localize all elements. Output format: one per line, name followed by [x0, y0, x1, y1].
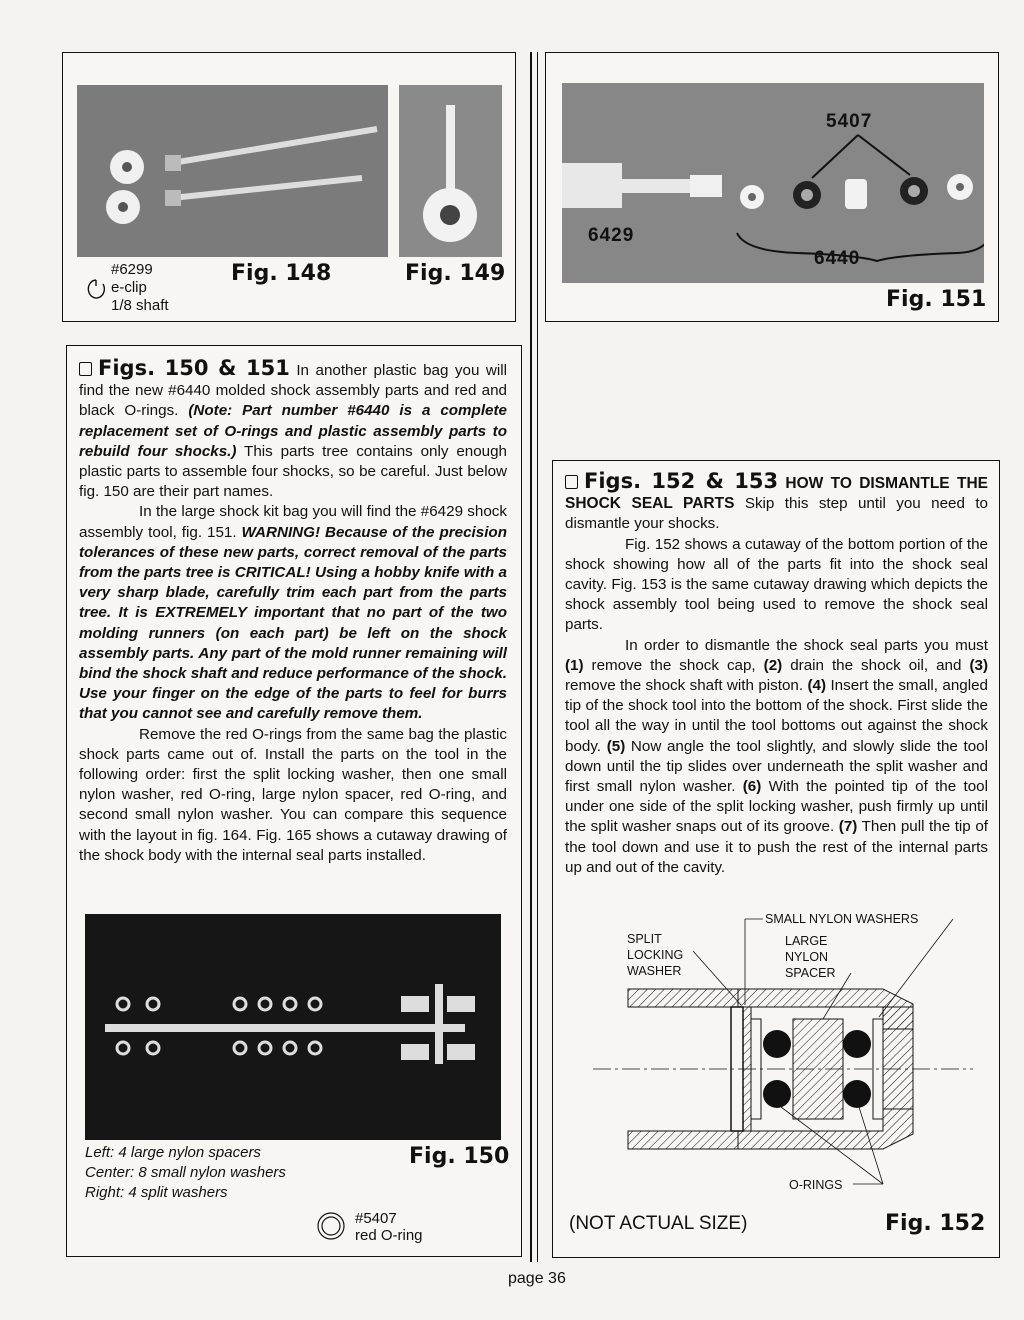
section-150-paragraph-1 — [79, 358, 507, 502]
shock-shaft-upright-illustration — [399, 85, 502, 257]
section-150-p1-tail: This parts tree contains only enough plastic parts to assemble four shocks, so be careful. Just below fig. 150 are their part names. — [79, 442, 507, 501]
section-150-151-box — [66, 345, 522, 1257]
parts-tree-illustration — [85, 914, 501, 1140]
fig149-photo — [399, 85, 502, 257]
shock-assembly-tool-illustration — [562, 83, 984, 283]
fig148-part-number: #6299 — [111, 261, 153, 278]
step-5-text: Now angle the tool slightly, and slowly slide the tool down until the tip slides over underneath the split washer and first small nylon washer. — [565, 737, 988, 796]
column-divider — [530, 52, 532, 1262]
step-6-marker: (6) — [742, 778, 762, 796]
section-152-paragraph-1 — [565, 471, 988, 535]
label-split-line1: SPLIT — [627, 932, 662, 946]
fig148-part-line1: e-clip — [111, 279, 147, 296]
fig148-149-box — [62, 52, 516, 322]
section-152-text — [565, 471, 988, 878]
fig151-label: Fig. 151 — [886, 287, 987, 312]
label-split-line2: LOCKING — [627, 948, 684, 962]
label-small-nylon-washers: SMALL NYLON WASHERS — [765, 912, 919, 926]
step-6-text: With the pointed tip of the tool under one side of the split locking washer, push firmly up until the split washer snaps out of its groove. — [565, 778, 988, 836]
fig151-callout-bottom: 6440 — [814, 248, 861, 269]
step-3-marker: (3) — [969, 656, 988, 674]
page-number: page 36 — [508, 1270, 566, 1287]
fig148-photo — [77, 85, 388, 257]
section-152-heading: Figs. 152 & 153 — [584, 469, 779, 493]
shock-shafts-illustration — [77, 85, 388, 257]
label-o-rings: O-RINGS — [789, 1178, 843, 1192]
checkbox-icon[interactable] — [565, 475, 578, 489]
fig148-part-line2: 1/8 shaft — [111, 297, 169, 314]
e-clip-icon — [85, 277, 107, 303]
fig150-caption-2: Center: 8 small nylon washers — [85, 1164, 286, 1181]
fig152-note: (NOT ACTUAL SIZE) — [569, 1213, 748, 1234]
fig150-photo — [85, 914, 501, 1140]
section-152-heading-tail: HOW TO DISMANTLE THE SHOCK SEAL PARTS — [565, 475, 988, 513]
label-large-line1: LARGE — [785, 934, 828, 948]
section-150-p2-lead: In the large shock kit bag you will find the #6429 shock assembly tool, fig. 151. — [79, 503, 507, 541]
step-5-marker: (5) — [606, 737, 626, 755]
fig150-caption-3: Right: 4 split washers — [85, 1184, 228, 1201]
section-150-text — [79, 358, 507, 866]
step-2-marker: (2) — [763, 656, 783, 674]
fig152-label: Fig. 152 — [885, 1211, 986, 1236]
fig151-callout-top: 5407 — [826, 111, 873, 132]
fig150-caption-1: Left: 4 large nylon spacers — [85, 1144, 261, 1161]
section-150-paragraph-3: Remove the red O-rings from the same bag the plastic shock parts came out of. Install the parts on the tool in the following order: first the split locking washer, then one small nylon washer, red O-ring, large nylon spacer, red O-ring, and second small nylon washer. You can compare this sequence with the layout in fig. 164. Fig. 165 shows a cutaway drawing of the shock body with the internal seal parts installed. — [79, 725, 507, 864]
label-split-line3: WASHER — [627, 964, 682, 978]
step-7-text: Then pull the tip of the tool down and use it to push the rest of the internal parts up and out of the cavity. — [565, 818, 988, 876]
section-152-p1-tail: Skip this step until you need to dismantle your shocks. — [565, 495, 988, 533]
fig151-photo — [562, 83, 984, 283]
section-150-p1-lead: In another plastic bag you will find the new #6440 molded shock assembly parts and red and black O-rings. — [79, 362, 507, 420]
fig148-label: Fig. 148 — [231, 261, 332, 286]
fig151-callout-left: 6429 — [588, 225, 635, 246]
section-150-p1-note: (Note: Part number #6440 is a complete replacement set of O-rings and plastic assembly parts to rebuild four shocks.) — [79, 402, 507, 460]
section-152-153-box — [552, 460, 1000, 1258]
fig151-box — [545, 52, 999, 322]
section-150-heading: Figs. 150 & 151 — [98, 356, 290, 380]
column-divider-thin — [537, 52, 538, 1262]
section-150-paragraph-2 — [79, 502, 507, 724]
step-2-text: drain the shock oil, and — [782, 656, 970, 674]
checkbox-icon[interactable] — [79, 362, 92, 376]
step-3-text: remove the shock shaft with piston. — [565, 677, 808, 695]
step-intro: In order to dismantle the shock seal parts you must — [625, 636, 988, 654]
fig150-label: Fig. 150 — [409, 1144, 510, 1169]
label-large-line2: NYLON — [785, 950, 829, 964]
fig150-part-number: #5407 — [355, 1210, 397, 1227]
step-4-text: Insert the small, angled tip of the shock tool into the bottom of the shock. First slide the tool all the way in until the tool bottoms out against the shock body. — [565, 677, 988, 755]
section-152-paragraph-2: Fig. 152 shows a cutaway of the bottom portion of the shock showing how all of the parts fit into the shock seal cavity. Fig. 153 is the same cutaway drawing which depicts the shock assembly tool being used to remove the shock seal parts. — [565, 535, 988, 634]
o-ring-icon — [315, 1210, 347, 1242]
label-large-line3: SPACER — [785, 966, 836, 980]
fig149-label: Fig. 149 — [405, 261, 506, 286]
step-1-text: remove the shock cap, — [583, 656, 764, 674]
section-152-paragraph-3 — [565, 636, 988, 878]
section-150-warning: WARNING! Because of the precision tolerances of these new parts, correct removal of the parts from the parts tree is CRITICAL! Using a hobby knife with a very sharp blade, carefully trim each part from the parts tree. It is EXTREMELY important that no part of the two molding runners (on each part) be left on the shock assembly parts. Any part of the mold runner remaining will bind the shock shaft and reduce performance of the shock. Use your finger on the edge of the parts to feel for burrs that you cannot see and carefully remove them. — [79, 523, 507, 723]
step-7-marker: (7) — [838, 818, 858, 836]
step-1-marker: (1) — [565, 656, 584, 674]
step-4-marker: (4) — [807, 677, 827, 695]
fig150-part-name: red O-ring — [355, 1227, 423, 1244]
